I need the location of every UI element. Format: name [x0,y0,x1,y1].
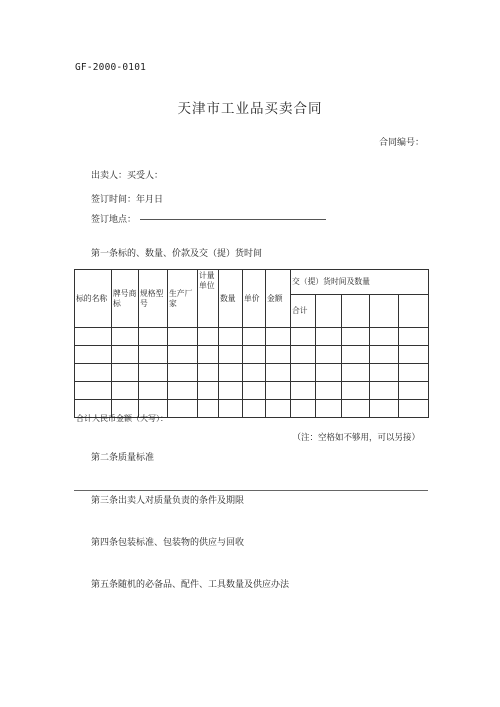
table-cell[interactable] [291,400,316,418]
table-cell[interactable] [112,382,139,400]
table-cell[interactable] [370,328,399,346]
col-header-name: 标的名称 [75,270,112,328]
table-cell[interactable] [342,328,370,346]
table-cell[interactable] [291,328,316,346]
table-cell[interactable] [399,328,429,346]
col-header-amount: 金额 [266,270,291,328]
table-cell[interactable] [75,328,112,346]
col-header-price: 单价 [243,270,266,328]
table-cell[interactable] [243,328,266,346]
col-header-unit: 计量单位 [198,270,219,328]
parties-line: 出卖人：买受人： [91,171,164,181]
table-cell[interactable] [168,346,198,364]
table-cell[interactable] [266,382,291,400]
article-4-heading: 第四条包装标准、包装物的供应与回收 [91,538,245,548]
table-cell[interactable] [399,400,429,418]
table-cell[interactable] [399,346,429,364]
table-row [75,328,429,346]
table-cell[interactable] [139,364,168,382]
table-cell[interactable] [112,346,139,364]
table-cell[interactable] [219,346,243,364]
signing-place-field[interactable] [140,219,326,220]
table-cell[interactable] [370,364,399,382]
form-code: GF-2000-0101 [75,62,147,73]
table-cell[interactable] [243,382,266,400]
table-cell[interactable] [198,400,219,418]
delivery-subcol [370,295,399,328]
contract-number-label: 合同编号： [378,138,424,148]
table-row [75,382,429,400]
table-cell[interactable] [75,382,112,400]
table-cell[interactable] [342,346,370,364]
table-cell[interactable] [342,364,370,382]
delivery-subcol [316,295,342,328]
table-cell[interactable] [168,364,198,382]
article-5-heading: 第五条随机的必备品、配件、工具数量及供应办法 [91,580,290,590]
table-cell[interactable] [291,364,316,382]
goods-table [74,269,429,418]
table-cell[interactable] [316,346,342,364]
table-cell[interactable] [316,364,342,382]
table-cell[interactable] [139,346,168,364]
table-row [75,346,429,364]
table-cell[interactable] [139,328,168,346]
col-header-brand: 牌号商标 [112,270,139,328]
table-cell[interactable] [316,400,342,418]
article-3-heading: 第三条出卖人对质量负责的条件及期限 [91,496,245,506]
table-cell[interactable] [291,382,316,400]
table-cell[interactable] [168,328,198,346]
col-header-maker: 生产厂家 [168,270,198,328]
table-cell[interactable] [316,328,342,346]
table-cell[interactable] [370,346,399,364]
table-cell[interactable] [219,400,243,418]
table-cell[interactable] [198,328,219,346]
table-cell[interactable] [243,346,266,364]
document-title: 天津市工业品买卖合同 [177,101,323,117]
table-cell[interactable] [291,346,316,364]
delivery-subcol [399,295,429,328]
table-cell[interactable] [266,364,291,382]
table-note: （注：空格如不够用，可以另接） [292,433,420,443]
col-header-total: 合计 [291,295,316,328]
table-header-row [75,270,429,295]
table-cell[interactable] [198,382,219,400]
col-header-spec: 规格型号 [139,270,168,328]
table-cell[interactable] [399,364,429,382]
table-cell[interactable] [243,364,266,382]
signing-place-label: 签订地点： [91,215,137,225]
signing-time: 签订时间：年月日 [91,195,164,205]
table-cell[interactable] [75,346,112,364]
table-cell[interactable] [219,328,243,346]
table-cell[interactable] [266,400,291,418]
table-cell[interactable] [75,364,112,382]
table-cell[interactable] [370,382,399,400]
col-header-qty: 数量 [219,270,243,328]
col-header-delivery: 交（提）货时间及数量 [291,270,429,295]
table-cell[interactable] [198,364,219,382]
table-cell[interactable] [139,382,168,400]
table-cell[interactable] [370,400,399,418]
table-cell[interactable] [112,364,139,382]
table-cell[interactable] [316,382,342,400]
total-amount-label: 合计人民币金额（大写）： [76,414,168,423]
table-cell[interactable] [219,364,243,382]
table-cell[interactable] [168,400,198,418]
table-cell[interactable] [266,346,291,364]
article-2-heading: 第二条质量标准 [91,453,155,463]
table-cell[interactable] [112,328,139,346]
table-cell[interactable] [198,346,219,364]
table-cell[interactable] [266,328,291,346]
table-cell[interactable] [168,382,198,400]
delivery-subcol [342,295,370,328]
table-cell[interactable] [399,382,429,400]
table-cell[interactable] [219,382,243,400]
table-cell[interactable] [342,382,370,400]
table-cell[interactable] [342,400,370,418]
table-cell[interactable] [243,400,266,418]
divider-line [74,490,428,491]
article-1-heading: 第一条标的、数量、价款及交（提）货时间 [91,249,263,259]
table-row [75,364,429,382]
